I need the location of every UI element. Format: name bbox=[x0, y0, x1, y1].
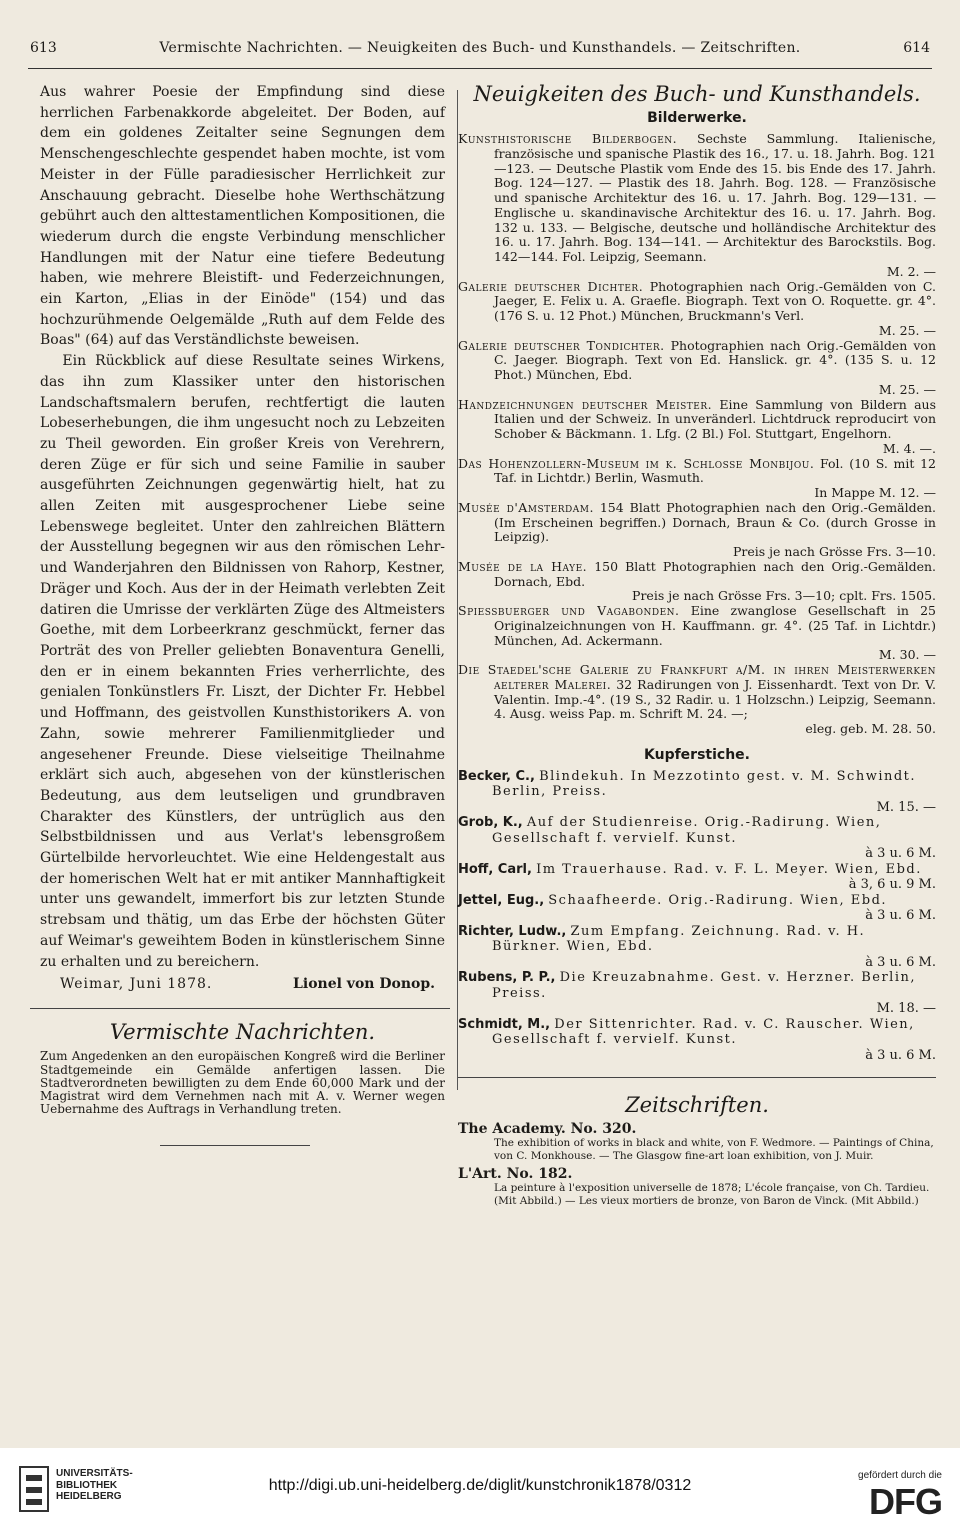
entry-text: 154 Blatt Photographien nach den Orig.-Gemälden. (Im Erscheinen begriffen.) Dornach, Braun & Co. (durch Grosse in Leipzig). bbox=[494, 499, 936, 545]
kupferstich-entry bbox=[458, 769, 936, 816]
kupferstich-entry bbox=[458, 970, 936, 1017]
article-paragraph: Aus wahrer Poesie der Empfindung sind diese herrlichen Farbenakkorde abgeleitet. Der Boden, auf dem ein goldenes Zeitalter seine Segnungen dem Menschengeschlechte gespendet haben mochte, ist vom Meister in der Fülle paradiesischer Herrlichkeit zur Anschauung gebracht. Dieselbe hohe Werthschätzung gebührt auch den alttestamentlichen Kompositionen, die wiederum durch die engste Verbindung menschlicher Handlungen mit der Natur eine tiefere Bedeutung haben, wie mehrere Bleistift- und Federzeichnungen, ein Karton, „Elias in der Einöde" (154) und das hochzurühmende Oelgemälde „Ruth auf dem Felde des Boas" (64) auf das Verständlichste beweisen. bbox=[40, 84, 445, 349]
entry-name: Hoff, Carl, bbox=[458, 861, 532, 877]
article-paragraph: Ein Rückblick auf diese Resultate seines Wirkens, das ihn zum Klassiker unter den historischen Landschaftsmalern berufen, rechtfertigt die lauten Lobeserhebungen, die ihm ungesucht noch zu Lebzeiten zu Theil geworden. Ein großer Kreis von Verehrern, deren Züge er für sich und seine Familie in sauber ausgeführten Zeichnungen gegenwärtig hielt, hat zu allen Zeiten mit ausgesprochener Liebe seine Lebenswege begleitet. Unter den zahlreichen Blättern der Ausstellung begegnen wir aus den römischen Lehr- und Wanderjahren den Bildnissen von Rahorp, Kestner, Dräger und Koch. Aus der in der Heimath verlebten Zeit datiren die Umrisse der verklärten Züge des Altmeisters Goethe, mit dem Lorbeerkranz geschmückt, ferner das Porträt des von Preller geliebten Bonaventura Genelli, den er in einem bekannten Fries verherrlichte, des genialen Tonkünstlers Fr. Liszt, der Dichter Fr. Hebbel und Hoffmann, des geistvollen Kunsthistorikers A. von Zahn, sowie mehrerer Familienmitglieder und angesehener Freunde. Diese vielseitige Theilnahme erklärt sich auch, abgesehen von der künstlerischen Bedeutung, aus dem leutseligen und grundbraven Charakter des Künstlers, der untrüglich aus den Selbstbildnissen und aus Verlat's lebensgroßem Gürtelbilde hervorleuchtet. Wie eine Heldengestalt aus der homerischen Welt hat er mit antiker Mannhaftigkeit unter uns gewandelt, immerfort bis zur letzten Stunde strebsam und thätig, um das Erbe der höchsten Güter auf Weimar's geweihtem Boden in künstlerischem Sinne zu erhalten und zu bereichern. bbox=[40, 353, 445, 970]
entry-name: Becker, C., bbox=[458, 768, 535, 784]
entry-name: Die Staedel'sche Galerie zu Frankfurt a/M. in ihren Meisterwerken aelterer Malerei. bbox=[458, 662, 936, 692]
bilderwerk-entry bbox=[458, 663, 936, 737]
entry-name: Musée de la Haye. bbox=[458, 558, 588, 574]
entry-text: Zum Empfang. Zeichnung. Rad. v. H. Bürkner. Wien, Ebd. bbox=[492, 923, 866, 955]
dfg-logo: DFG bbox=[869, 1481, 942, 1522]
entry-text: Eine Sammlung von Bildern aus Italien und der Schweiz. In unveränderl. Lichtdruck reproducirt von Schober & Bäckmann. 1. Lfg. (2 Bl.) Fol. Stuttgart, Engelhorn. bbox=[494, 396, 936, 441]
bilderwerk-entry bbox=[458, 560, 936, 604]
entry-text: Blindekuh. In Mezzotinto gest. v. M. Schwindt. Berlin, Preiss. bbox=[492, 768, 917, 800]
section-text-vermischte: Zum Angedenken an den europäischen Kongreß wird die Berliner Stadtgemeinde ein Gemälde anfertigen lassen. Die Stadtverordneten bewilligten zu dem Ende 60,000 Mark und der Magistrat wird dem Vernehmen nach mit A. v. Werner wegen Uebernahme des Auftrags in Verhandlung treten. bbox=[40, 1049, 445, 1117]
signature-place: Weimar, Juni 1878. bbox=[60, 976, 213, 993]
left-column bbox=[40, 82, 445, 1157]
section-title-neuigkeiten: Neuigkeiten des Buch- und Kunsthandels. bbox=[473, 82, 921, 106]
entry-name: Handzeichnungen deutscher Meister. bbox=[458, 396, 713, 412]
entry-price: à 3, 6 u. 9 M. bbox=[848, 877, 936, 893]
bilderwerk-entry bbox=[458, 339, 936, 398]
rule-wrap bbox=[40, 998, 445, 1020]
entry-text: Photographien nach Orig.-Gemälden von C. Jaeger. Biograph. Text von Ed. Hanslick. gr. 4°. (135 S. u. 12 Phot.) München, Ebd. bbox=[494, 337, 936, 382]
entry-text: Der Sittenrichter. Rad. v. C. Rauscher. Wien, Gesellschaft f. vervielf. Kunst. bbox=[492, 1016, 915, 1048]
journal-name: L'Art. No. 182. bbox=[458, 1166, 573, 1183]
entry-text: 150 Blatt Photographien nach den Orig.-Gemälden. Dornach, Ebd. bbox=[494, 558, 936, 589]
heading-bilderwerke: Bilderwerke. bbox=[647, 110, 747, 126]
entry-price: à 3 u. 6 M. bbox=[865, 1047, 936, 1063]
entry-name: Schmidt, M., bbox=[458, 1016, 551, 1032]
page-number-right: 614 bbox=[903, 40, 930, 56]
entry-text: 32 Radirungen von J. Eissenhardt. Text von Dr. V. Valentin. Imp.-4°. (19 S., 32 Radir. u. 1 Holzschn.) Leipzig, Seemann. 4. Ausg. weiss Pap. m. Schrift M. 24. —; bbox=[494, 676, 936, 722]
library-line: BIBLIOTHEK bbox=[56, 1479, 118, 1491]
entry-name: Galerie deutscher Tondichter. bbox=[458, 337, 665, 353]
entry-price: Preis je nach Grösse Frs. 3—10; cplt. Frs. 1505. bbox=[632, 588, 936, 604]
rule-wrap bbox=[40, 1117, 445, 1157]
bilderwerk-entry bbox=[458, 398, 936, 457]
entry-price: M. 18. — bbox=[876, 1001, 936, 1017]
entry-price: M. 2. — bbox=[886, 263, 936, 279]
entry-name: Galerie deutscher Dichter. bbox=[458, 278, 644, 294]
entry-price: M. 25. — bbox=[878, 381, 936, 397]
entry-text: Schaafheerde. Orig.-Radirung. Wien, Ebd. bbox=[548, 892, 888, 908]
page-header bbox=[30, 40, 930, 64]
bilderwerk-entry bbox=[458, 457, 936, 501]
entry-name: Richter, Ludw., bbox=[458, 923, 567, 939]
running-title: Vermischte Nachrichten. — Neuigkeiten des Buch- und Kunsthandels. — Zeitschriften. bbox=[159, 40, 801, 56]
entry-name: Spiessbuerger und Vagabonden. bbox=[458, 603, 680, 618]
entry-text: Eine zwanglose Gesellschaft in 25 Originalzeichnungen von H. Kauffmann. gr. 4°. (25 Taf. in Lichtdr.) München, Ad. Ackermann. bbox=[494, 603, 936, 648]
heading-kupferstiche: Kupferstiche. bbox=[644, 746, 750, 763]
entry-text: Photographien nach Orig.-Gemälden von C. Jaeger, E. Felix u. A. Graefle. Biograph. Text von O. Roquette. gr. 4°. (176 S. u. 12 Phot.) München, Bruckmann's Verl. bbox=[494, 278, 936, 323]
entry-text: Fol. (10 S. mit 12 Taf. in Lichtdr.) Berlin, Wasmuth. bbox=[494, 455, 936, 486]
journal-contents: The exhibition of works in black and white, von F. Wedmore. — Paintings of China, von C. Monkhouse. — The Glasgow fine-art loan exhibition, von J. Muir. bbox=[494, 1137, 934, 1162]
bilderwerk-entry bbox=[458, 501, 936, 560]
bilderwerk-entry bbox=[458, 604, 936, 663]
section-title-vermischte: Vermischte Nachrichten. bbox=[109, 1020, 376, 1045]
entry-name: Grob, K., bbox=[458, 815, 523, 831]
entry-price: Preis je nach Grösse Frs. 3—10. bbox=[733, 544, 936, 559]
kupferstich-entry bbox=[458, 893, 936, 924]
library-line: UNIVERSITÄTS- bbox=[56, 1468, 133, 1479]
signature-author: Lionel von Donop. bbox=[293, 976, 435, 993]
entry-price: M. 15. — bbox=[876, 799, 936, 815]
journal-name: The Academy. No. 320. bbox=[458, 1121, 637, 1138]
page-number-left: 613 bbox=[30, 40, 57, 56]
bilderwerk-entry bbox=[458, 280, 936, 339]
entry-name: Kunsthistorische Bilderbogen. bbox=[458, 131, 678, 146]
section-rule bbox=[30, 1008, 450, 1009]
bilderwerke-list bbox=[458, 132, 936, 737]
end-rule bbox=[160, 1145, 310, 1146]
entry-price: M. 4. —. bbox=[882, 440, 936, 456]
entry-text: Auf der Studienreise. Orig.-Radirung. Wien, Gesellschaft f. vervielf. Kunst. bbox=[492, 815, 882, 846]
journal-contents: La peinture à l'exposition universelle de 1878; L'école française, von Ch. Tardieu. (Mit Abbild.) — Les vieux mortiers de bronze, von Baron de Vinck. (Mit Abbild.) bbox=[494, 1182, 930, 1207]
funding-note: gefördert durch die bbox=[858, 1470, 942, 1481]
section-rule bbox=[458, 1077, 936, 1078]
entry-price: M. 30. — bbox=[878, 647, 936, 663]
entry-price: à 3 u. 6 M. bbox=[865, 954, 936, 970]
entry-name: Rubens, P. P., bbox=[458, 970, 556, 986]
kupferstiche-list bbox=[458, 769, 936, 1064]
entry-price: In Mappe M. 12. — bbox=[814, 485, 936, 500]
kupferstich-entry bbox=[458, 1017, 936, 1064]
entry-text: Die Kreuzabnahme. Gest. v. Herzner. Berlin, Preiss. bbox=[492, 970, 917, 1001]
entry-text: Im Trauerhause. Rad. v. F. L. Meyer. Wien, Ebd. bbox=[536, 861, 922, 877]
entry-name: Jettel, Eug., bbox=[458, 892, 545, 908]
source-url-link[interactable]: http://digi.ub.uni-heidelberg.de/diglit/kunstchronik1878/0312 bbox=[268, 1477, 692, 1494]
kupferstich-entry bbox=[458, 815, 936, 862]
library-line: HEIDELBERG bbox=[56, 1491, 122, 1502]
entry-name: Musée d'Amsterdam. bbox=[458, 499, 594, 515]
entry-price: à 3 u. 6 M. bbox=[865, 908, 936, 924]
entry-name: Das Hohenzollern-Museum im k. Schlosse Monbijou. bbox=[458, 455, 815, 471]
footer-bar bbox=[0, 1448, 960, 1532]
kupferstich-entry bbox=[458, 924, 936, 971]
section-title-zeitschriften: Zeitschriften. bbox=[625, 1093, 769, 1118]
entry-price: à 3 u. 6 M. bbox=[865, 846, 936, 862]
signature-line bbox=[40, 976, 445, 998]
header-rule bbox=[28, 68, 932, 69]
entry-price: eleg. geb. M. 28. 50. bbox=[805, 721, 936, 736]
kupferstich-entry bbox=[458, 862, 936, 893]
bilderwerk-entry bbox=[458, 132, 936, 280]
entry-price: M. 25. — bbox=[878, 322, 936, 338]
rule-wrap bbox=[458, 1063, 936, 1089]
zeitschriften-list bbox=[458, 1121, 936, 1207]
entry-text: Sechste Sammlung. Italienische, französische und spanische Plastik des 16., 17. u. 18. Jahrh. Bog. 121—123. — Deutsche Plastik vom Ende des 15. bis Ende des 17. Jahrh. Bog. 124—127. — Plastik des 18. Jahrh. Bog. 128. — Französische und spanische Architektur des 16. u. 17. Jahrh. Bog. 129—131. — Englische u. skandinavische Architektur des 16. u. 17. Jahrh. Bog. 132 u. 133. — Belgische, deutsche und holländische Architektur des 16. u. 17. Jahrh. Bog. 134—141. — Architektur des Barockstils. Bog. 142—144. Fol. Leipzig, Seemann. bbox=[494, 131, 936, 264]
right-column bbox=[458, 82, 936, 1207]
